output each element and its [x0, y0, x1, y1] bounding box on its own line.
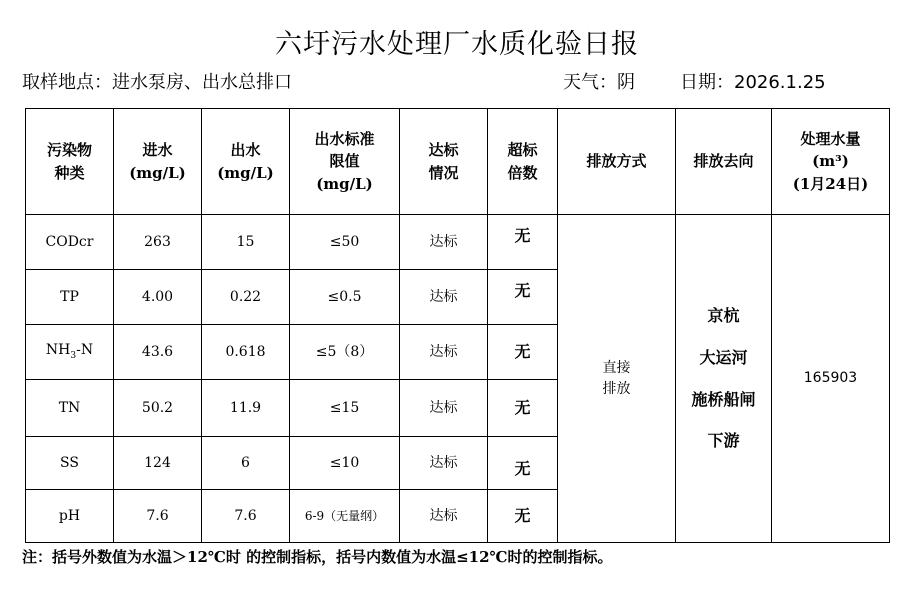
discharge-dest-cell	[676, 215, 772, 543]
header-limit-line2: 限值	[329, 152, 360, 171]
influent-cell: 7.6	[114, 490, 202, 543]
param-cell: pH	[26, 490, 114, 543]
exceed-value: 无	[514, 398, 531, 417]
header-effluent-line2: (mg/L)	[217, 163, 274, 182]
status-cell: 达标	[400, 437, 488, 490]
footnote: 注：括号外数值为水温＞12℃时 的控制指标，括号内数值为水温≤12℃时的控制指标。	[22, 548, 613, 566]
limit-cell: 6-9（无量纲）	[290, 490, 400, 543]
influent-cell: 263	[114, 215, 202, 270]
discharge-method-cell	[558, 215, 676, 543]
limit-cell: ≤0.5	[290, 270, 400, 325]
effluent-cell: 7.6	[202, 490, 290, 543]
discharge-method-line2: 排放	[602, 380, 631, 397]
exceed-cell	[488, 437, 558, 490]
exceed-value: 无	[514, 342, 531, 361]
header-pollutant-line1: 污染物	[46, 141, 92, 159]
discharge-dest-line2: 大运河	[699, 347, 748, 367]
effluent-cell: 11.9	[202, 380, 290, 437]
status-cell: 达标	[400, 380, 488, 437]
header-volume-line3: (1月24日)	[792, 174, 869, 193]
effluent-cell: 15	[202, 215, 290, 270]
exceed-value: 无	[514, 506, 531, 525]
exceed-cell	[488, 215, 558, 270]
param-subscript: 3	[70, 351, 77, 362]
header-effluent-line1: 出水	[230, 141, 261, 159]
header-pollutant	[26, 109, 114, 215]
header-limit-line1: 出水标准	[314, 129, 375, 148]
header-limit	[290, 109, 400, 215]
status-cell: 达标	[400, 490, 488, 543]
header-exceed-line1: 超标	[507, 141, 538, 159]
exceed-cell	[488, 380, 558, 437]
param-cell	[26, 325, 114, 380]
effluent-cell: 0.618	[202, 325, 290, 380]
discharge-dest-line1: 京杭	[707, 306, 740, 326]
param-cell: SS	[26, 437, 114, 490]
water-quality-table	[25, 108, 890, 543]
sampling-location: 取样地点：进水泵房、出水总排口	[22, 72, 292, 93]
header-discharge-method: 排放方式	[558, 109, 676, 215]
header-volume	[772, 109, 890, 215]
discharge-method-line1: 直接	[602, 359, 631, 376]
influent-cell: 50.2	[114, 380, 202, 437]
status-cell: 达标	[400, 325, 488, 380]
exceed-value: 无	[514, 281, 531, 300]
limit-cell: ≤15	[290, 380, 400, 437]
limit-cell: ≤10	[290, 437, 400, 490]
weather: 天气：阴	[563, 72, 635, 93]
header-influent-line2: (mg/L)	[129, 163, 186, 182]
header-exceed-line2: 倍数	[507, 163, 538, 182]
limit-cell: ≤50	[290, 215, 400, 270]
exceed-value: 无	[514, 226, 531, 245]
param-tail: -N	[76, 342, 94, 359]
header-influent-line1: 进水	[142, 141, 173, 159]
effluent-cell: 6	[202, 437, 290, 490]
status-cell: 达标	[400, 270, 488, 325]
header-compliance	[400, 109, 488, 215]
report-title: 六圩污水处理厂水质化验日报	[275, 29, 639, 60]
treated-volume-cell: 165903	[772, 215, 890, 543]
exceed-cell	[488, 325, 558, 380]
header-discharge-dest: 排放去向	[676, 109, 772, 215]
discharge-dest-line3: 施桥船闸	[691, 389, 756, 409]
header-volume-line2: (m³)	[812, 152, 849, 171]
header-row	[26, 109, 890, 215]
influent-cell: 124	[114, 437, 202, 490]
param-cell: TN	[26, 380, 114, 437]
table-row	[26, 215, 890, 270]
header-influent	[114, 109, 202, 215]
header-pollutant-line2: 种类	[54, 163, 85, 182]
report-date: 日期：2026.1.25	[680, 72, 826, 93]
param-cell: TP	[26, 270, 114, 325]
discharge-dest-line4: 下游	[707, 431, 740, 451]
limit-cell: ≤5（8）	[290, 325, 400, 380]
status-cell: 达标	[400, 215, 488, 270]
influent-cell: 43.6	[114, 325, 202, 380]
effluent-cell: 0.22	[202, 270, 290, 325]
header-exceed	[488, 109, 558, 215]
header-compliance-line1: 达标	[428, 141, 459, 159]
param-main: NH	[45, 342, 71, 359]
header-volume-line1: 处理水量	[800, 129, 861, 148]
exceed-cell	[488, 490, 558, 543]
header-compliance-line2: 情况	[428, 163, 459, 182]
influent-cell: 4.00	[114, 270, 202, 325]
exceed-value: 无	[514, 459, 531, 478]
param-cell: CODcr	[26, 215, 114, 270]
exceed-cell	[488, 270, 558, 325]
header-effluent	[202, 109, 290, 215]
header-limit-line3: (mg/L)	[316, 174, 373, 193]
